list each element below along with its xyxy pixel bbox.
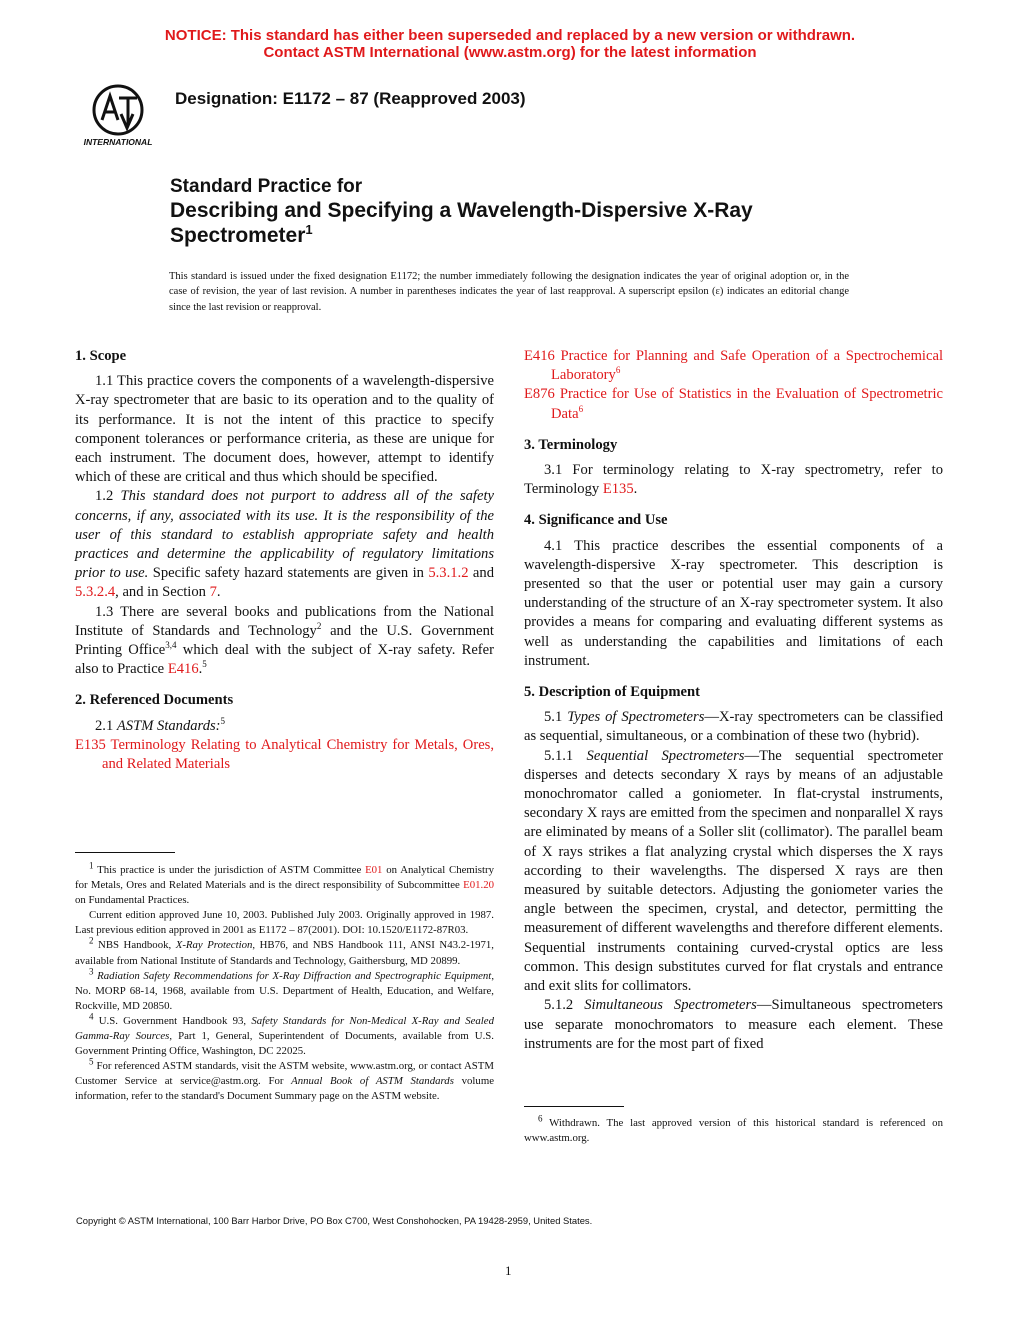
- fn-mark-2: 2: [316, 620, 322, 631]
- para-1-3-end: .: [198, 661, 203, 678]
- notice-line-1: NOTICE: This standard has either been superseded and replaced by a new version or withdrawn.: [164, 27, 856, 44]
- title-line-1: Standard Practice for: [170, 176, 363, 197]
- para-1-3-text-c: which deal with the subject of X-ray safety. Refer also to Practice: [75, 642, 495, 678]
- para-1-2-num: 1.2: [95, 488, 121, 505]
- para-1-2-end: .: [216, 584, 221, 601]
- para-1-2-and: and: [468, 565, 494, 582]
- link-5-3-1-2[interactable]: 5.3.1.2: [428, 565, 469, 582]
- footnote-6: [524, 1113, 943, 1146]
- notice-line-2: Contact ASTM International (www.astm.org) for the latest information: [263, 44, 757, 61]
- fn4-mark: 4: [89, 1011, 94, 1022]
- ref-e135[interactable]: E135 Terminology Relating to Analytical Chemistry for Metals, Ores, and Related Materials: [75, 736, 494, 773]
- para-2-1: [75, 717, 494, 736]
- title-block: [170, 175, 870, 248]
- footnote-5: [75, 1056, 495, 1104]
- fn2-text-b: , HB76, and NBS Handbook 111, ANSI N43.2-1971, available from National Institute of Standards and Technology, Gaithersburg, MD 20899.: [75, 939, 494, 967]
- fn1-text-a: This practice is under the jurisdiction of ASTM Committee: [97, 864, 366, 876]
- para-5-1-2-num: 5.1.2: [544, 997, 585, 1014]
- para-5-1-text: —X-ray spectrometers can be classified as sequential, simultaneous, or a combination of these two (hybrid).: [524, 709, 943, 745]
- para-1-3: [75, 603, 494, 680]
- fn3-text-b: , No. MORP 68-14, 1968, available from U.S. Department of Health, Education, and Welfare, Rockville, MD 20850.: [75, 969, 495, 1012]
- para-1-2-section: , and in Section: [115, 584, 210, 601]
- link-section-7[interactable]: 7: [209, 584, 217, 601]
- footnote-3: [75, 966, 495, 1014]
- para-2-1-italic: ASTM Standards:: [116, 717, 221, 734]
- title-line-3: [170, 223, 870, 248]
- para-1-1: 1.1 This practice covers the components of a wavelength-dispersive X-ray spectrometer that are basic to its operation and to the quality of its performance. It is not the intent of this practice to specify component tolerances or performance criteria, as these are unique for each instrument. The document does, however, attempt to identify which of these are critical and thus which should be specified.: [75, 373, 494, 486]
- fn5-mark: 5: [89, 1056, 94, 1067]
- fn2-mark: 2: [89, 935, 94, 946]
- para-5-1-2-text: —Simultaneous spectrometers use separate monochromators to measure each element. These instruments are for the most part of fixed: [524, 997, 943, 1052]
- footnote-rule-left: [75, 852, 175, 853]
- link-e135[interactable]: E135: [602, 481, 634, 498]
- fn5-text-b: volume information, refer to the standard's Document Summary page on the ASTM website.: [75, 1075, 495, 1103]
- fn3-italic: Radiation Safety Recommendations for X-Ray Diffraction and Spectrographic Equipment: [97, 969, 492, 982]
- ref-e876-text: E876 Practice for Use of Statistics in the Evaluation of Spectrometric Data: [524, 386, 943, 422]
- para-1-2-text: Specific safety hazard statements are given in: [148, 565, 429, 582]
- footnote-1-cont: Current edition approved June 10, 2003. Published July 2003. Originally approved in 1987. Last previous edition approved in 2001 as E1172 – 87(2001). DOI: 10.1520/E1172-87R03.: [75, 909, 494, 937]
- left-column: [75, 347, 494, 774]
- link-e01-20[interactable]: E01.20: [463, 879, 494, 892]
- para-1-3-text-a: 1.3 There are several books and publications from the National Institute of Standards and Technology: [75, 603, 494, 639]
- para-1-3-text-b: and the U.S. Government Printing Office: [75, 622, 494, 659]
- para-3-1-text: 3.1 For terminology relating to X-ray spectrometry, refer to Terminology: [524, 462, 943, 498]
- page-number: 1: [505, 1263, 512, 1278]
- fn2-italic: X-Ray Protection: [175, 939, 253, 952]
- title-footnote-mark: 1: [305, 222, 313, 237]
- para-1-2-italic: This standard does not purport to address all of the safety concerns, if any, associated with its use. It is the responsibility of the user of this standard to establish appropriate safety and health practices and determine the applicability of regulatory limitations prior to use.: [75, 488, 494, 582]
- issued-note: This standard is issued under the fixed designation E1172; the number immediately following the designation indicates the year of original adoption or, in the case of revision, the year of last revision. A number in parentheses indicates the year of last reapproval. A superscript epsilon (ε) indicates an editorial change since the last revision or reapproval.: [169, 271, 849, 313]
- para-5-1-1-text: —The sequential spectrometer disperses and detects secondary X rays by means of an adjustable monochromator called a goniometer. In flat-crystal instruments, secondary X rays are emitted from the specimen and nonparallel X rays are eliminated by means of a Soller slit (collimator). The parallel beam of X rays strikes a flat analyzing crystal which disperses the X rays according to their wavelengths. The dispersed X rays are then measured by suitable detectors. Adjusting the goniometer varies the angle between the specimen, crystal, and detector, permitting the measurement of different wavelengths and therefore different elements. Sequential instruments containing curved-crystal optics are less common. This design substitutes curved for flat crystals and entrance and exit slits for collimators.: [524, 747, 943, 995]
- fn3-mark: 3: [89, 966, 94, 977]
- astm-logo-icon: [75, 74, 161, 150]
- section-4-heading: 4. Significance and Use: [524, 512, 668, 529]
- ref-e416[interactable]: [524, 347, 943, 385]
- para-2-1-num: 2.1: [95, 717, 117, 734]
- fn1-text-b: on Analytical Chemistry for Metals, Ores and Related Materials and is the direct responsibility of Subcommittee: [75, 864, 494, 892]
- fn4-italic: Safety Standards for Non-Medical X-Ray and Sealed Gamma-Ray Sources: [75, 1014, 494, 1043]
- notice-banner: [0, 27, 1020, 61]
- section-3-heading: 3. Terminology: [524, 436, 618, 453]
- footnotes-right: [524, 1113, 943, 1146]
- link-e01[interactable]: E01: [365, 864, 383, 876]
- section-2-heading: 2. Referenced Documents: [75, 692, 234, 709]
- fn-mark-3-4: 3,4: [165, 640, 177, 651]
- footnote-1: [75, 860, 494, 908]
- para-5-1: [524, 708, 943, 746]
- ref-e876[interactable]: [524, 385, 943, 423]
- para-5-1-1: [524, 747, 943, 997]
- section-5-heading: 5. Description of Equipment: [524, 684, 700, 701]
- link-5-3-2-4[interactable]: 5.3.2.4: [75, 584, 116, 601]
- fn1-mark: 1: [89, 860, 94, 871]
- fn4-text-a: U.S. Government Handbook 93,: [98, 1014, 252, 1027]
- footnotes-left: [75, 860, 495, 1105]
- para-5-1-italic: Types of Spectrometers: [567, 709, 705, 726]
- para-3-1: [524, 461, 943, 499]
- ref-e416-mark: 6: [615, 365, 621, 376]
- para-5-1-num: 5.1: [544, 709, 568, 726]
- title-line-3-text: Spectrometer: [170, 224, 306, 247]
- para-3-1-end: .: [633, 481, 638, 498]
- para-5-1-1-italic: Sequential Spectrometers: [586, 747, 745, 764]
- footnote-2: [75, 935, 494, 968]
- designation: Designation: E1172 – 87 (Reapproved 2003): [175, 89, 526, 108]
- footnote-4: [75, 1011, 494, 1059]
- link-e416[interactable]: E416: [167, 661, 199, 678]
- fn5-italic: Annual Book of ASTM Standards: [291, 1075, 454, 1088]
- right-column: [524, 347, 943, 1054]
- fn6-mark: 6: [538, 1113, 543, 1124]
- fn4-text-b: , Part 1, General, Superintendent of Documents, available from U.S. Government Printing Office, Washington, DC 22025.: [75, 1030, 494, 1058]
- fn6-text: Withdrawn. The last approved version of this historical standard is referenced on www.astm.org.: [524, 1117, 943, 1145]
- fn2-text-a: NBS Handbook,: [98, 939, 176, 952]
- para-5-1-2: [524, 996, 943, 1054]
- fn5-text-a: For referenced ASTM standards, visit the ASTM website, www.astm.org, or contact ASTM Customer Service at service@astm.org. For: [75, 1060, 494, 1088]
- ref-e416-text: E416 Practice for Planning and Safe Operation of a Spectrochemical Laboratory: [524, 348, 943, 384]
- para-5-1-2-italic: Simultaneous Spectrometers: [584, 997, 757, 1014]
- fn-mark-5b: 5: [220, 715, 226, 726]
- ref-e876-mark: 6: [578, 403, 584, 414]
- section-1-heading: 1. Scope: [75, 348, 127, 364]
- footnote-rule-right: [524, 1106, 624, 1107]
- fn1-text-c: on Fundamental Practices.: [75, 894, 190, 907]
- para-5-1-1-num: 5.1.1: [544, 747, 587, 764]
- fn-mark-5: 5: [202, 659, 207, 670]
- para-4-1: 4.1 This practice describes the essential components of a wavelength-dispersive X-ray spectrometer. This description is presented so that the user or potential user may gain a cursory understanding of the structure of an X-ray spectrometer system. It also provides a means for comparing and evaluating different systems as well as understanding the capabilities and limitations of each instrument.: [524, 537, 943, 669]
- logo-subtext: INTERNATIONAL: [83, 137, 153, 147]
- title-line-2: Describing and Specifying a Wavelength-Dispersive X-Ray: [170, 199, 753, 222]
- astm-logo: [75, 74, 161, 150]
- copyright: Copyright © ASTM International, 100 Barr Harbor Drive, PO Box C700, West Conshohocken, PA 19428-2959, United States.: [76, 1215, 593, 1226]
- para-1-2: [75, 487, 494, 602]
